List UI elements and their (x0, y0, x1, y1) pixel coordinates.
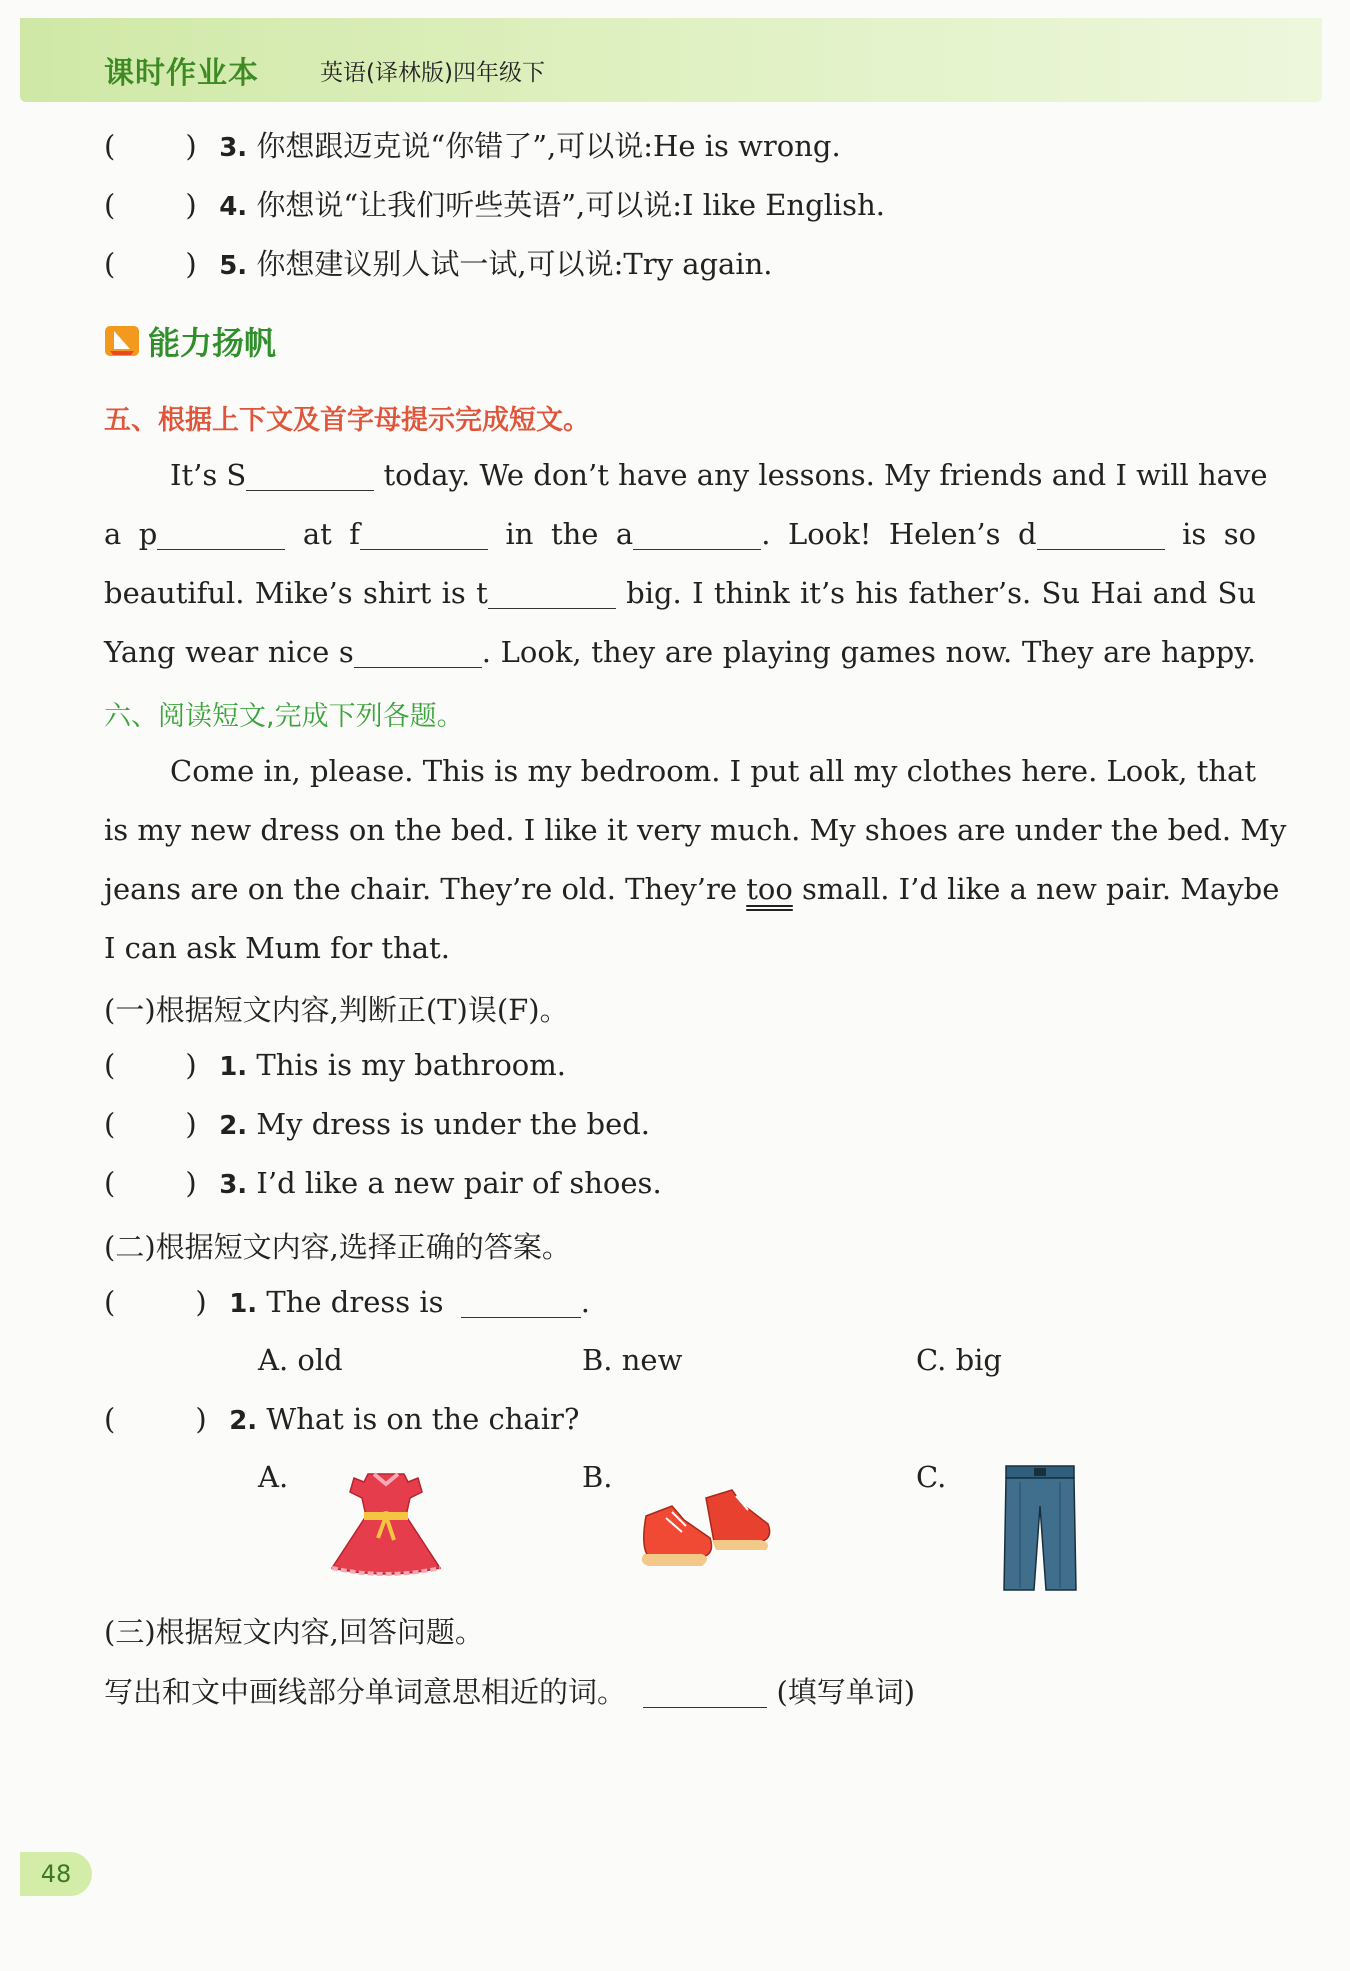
jeans-icon (1000, 1462, 1080, 1594)
text-segment: small. I’d like a new pair. Maybe (802, 872, 1280, 906)
part1-title: (一)根据短文内容,判断正(T)误(F)。 (104, 993, 569, 1027)
header-brand: 课时作业本 (104, 56, 259, 91)
question-number: 1. (229, 1289, 258, 1319)
question-number: 1. (219, 1052, 248, 1082)
sail-icon (104, 323, 140, 359)
shoes-icon (636, 1480, 776, 1570)
option-b[interactable]: B. (582, 1460, 613, 1494)
paren-close: ) (195, 1285, 207, 1319)
paren-close: ) (185, 1166, 197, 1200)
tf-item (104, 1166, 662, 1200)
paren-open: ( (104, 1402, 116, 1436)
fill-blank[interactable] (461, 1287, 581, 1318)
paren-close: ) (185, 1048, 197, 1082)
fill-blank[interactable] (157, 519, 285, 550)
choice-question (104, 1285, 590, 1319)
text-segment: . Look! Helen’s d (761, 517, 1037, 551)
choice-question (104, 1402, 579, 1436)
fill-blank[interactable] (354, 637, 482, 668)
judge-item (104, 124, 841, 165)
option-c[interactable]: C. big (916, 1343, 1002, 1377)
header-subject: 英语(译林版)四年级下 (320, 60, 545, 86)
answer-paren[interactable] (104, 1285, 220, 1319)
answer-paren[interactable] (104, 1166, 210, 1200)
question-end: . (580, 1285, 590, 1319)
section-label: 能力扬帆 (148, 324, 277, 362)
answer-paren[interactable] (104, 1402, 220, 1436)
option-c[interactable]: C. (916, 1460, 947, 1494)
question-number: 5. (219, 251, 248, 281)
fill-blank[interactable] (643, 1677, 767, 1708)
question-text: My dress is under the bed. (256, 1107, 651, 1141)
passage-line (104, 446, 1268, 505)
option-b[interactable]: B. new (582, 1343, 683, 1377)
paren-open: ( (104, 129, 116, 163)
paren-close: ) (185, 1107, 197, 1141)
fill-blank[interactable] (246, 460, 374, 491)
text-segment: beautiful. Mike’s shirt is t (104, 576, 488, 610)
part3-question (104, 1670, 915, 1711)
text-segment: is so (1182, 517, 1257, 551)
question-number: 3. (219, 1170, 248, 1200)
paren-close: ) (185, 188, 197, 222)
question-text: 写出和文中画线部分单词意思相近的词。 (104, 1675, 627, 1709)
fill-blank[interactable] (360, 519, 488, 550)
page-header (20, 18, 1322, 102)
paren-close: ) (195, 1402, 207, 1436)
part2-title: (二)根据短文内容,选择正确的答案。 (104, 1230, 571, 1264)
judge-item (104, 242, 773, 283)
question-number: 3. (219, 133, 248, 163)
paren-open: ( (104, 1107, 116, 1141)
passage-line (104, 860, 1280, 919)
tf-item (104, 1107, 650, 1141)
question-hint: (填写单词) (776, 1675, 916, 1709)
task5-passage (104, 446, 1268, 682)
task6-passage (104, 742, 1287, 978)
paren-close: ) (185, 247, 197, 281)
question-number: 4. (219, 192, 248, 222)
shoes-image[interactable] (636, 1480, 776, 1574)
text-segment: It’s S (170, 458, 247, 492)
task6-title: 六、阅读短文,完成下列各题。 (104, 701, 464, 732)
question-text: What is on the chair? (266, 1402, 580, 1436)
option-a[interactable]: A. (258, 1460, 289, 1494)
dress-icon (322, 1468, 450, 1580)
part3-title: (三)根据短文内容,回答问题。 (104, 1615, 484, 1649)
paren-open: ( (104, 188, 116, 222)
question-text: I’d like a new pair of shoes. (256, 1166, 662, 1200)
answer-paren[interactable] (104, 1048, 210, 1082)
question-text: 你想建议别人试一试,可以说:Try again. (256, 247, 773, 281)
task5-title: 五、根据上下文及首字母提示完成短文。 (104, 405, 590, 436)
jeans-image[interactable] (1000, 1462, 1080, 1598)
text-segment: big. I think it’s his father’s. Su Hai and Su (626, 576, 1257, 610)
text-segment: a p (104, 517, 158, 551)
answer-paren[interactable] (104, 129, 210, 163)
answer-paren[interactable] (104, 247, 210, 281)
tf-item (104, 1048, 566, 1082)
question-text: 你想说“让我们听些英语”,可以说:I like English. (256, 188, 885, 222)
question-number: 2. (219, 1111, 248, 1141)
passage-line: I can ask Mum for that. (104, 931, 450, 965)
page-number: 48 (20, 1852, 92, 1896)
paren-close: ) (185, 129, 197, 163)
fill-blank[interactable] (1037, 519, 1165, 550)
paren-open: ( (104, 247, 116, 281)
question-text: This is my bathroom. (256, 1048, 566, 1082)
passage-line (104, 564, 1256, 623)
section-heading (104, 318, 276, 364)
passage-line (104, 623, 1256, 682)
text-segment: jeans are on the chair. They’re old. They’re (104, 872, 737, 906)
fill-blank[interactable] (633, 519, 761, 550)
dress-image[interactable] (322, 1468, 450, 1584)
paren-open: ( (104, 1048, 116, 1082)
question-number: 2. (229, 1406, 258, 1436)
text-segment: today. We don’t have any lessons. My friends and I will have (383, 458, 1268, 492)
passage-line: Come in, please. This is my bedroom. I put all my clothes here. Look, that (170, 754, 1256, 788)
text-segment: in the a (505, 517, 634, 551)
paren-open: ( (104, 1166, 116, 1200)
underlined-word: too (746, 872, 793, 906)
answer-paren[interactable] (104, 1107, 210, 1141)
fill-blank[interactable] (488, 578, 616, 609)
text-segment: Yang wear nice s (104, 635, 354, 669)
question-text: 你想跟迈克说“你错了”,可以说:He is wrong. (256, 129, 841, 163)
option-a[interactable]: A. old (258, 1343, 343, 1377)
text-segment: at f (302, 517, 361, 551)
passage-line: is my new dress on the bed. I like it very much. My shoes are under the bed. My (104, 813, 1287, 847)
paren-open: ( (104, 1285, 116, 1319)
judge-item (104, 183, 885, 224)
text-segment: . Look, they are playing games now. They are happy. (481, 635, 1256, 669)
passage-line (104, 505, 1256, 564)
question-text: The dress is (266, 1285, 444, 1319)
answer-paren[interactable] (104, 188, 210, 222)
